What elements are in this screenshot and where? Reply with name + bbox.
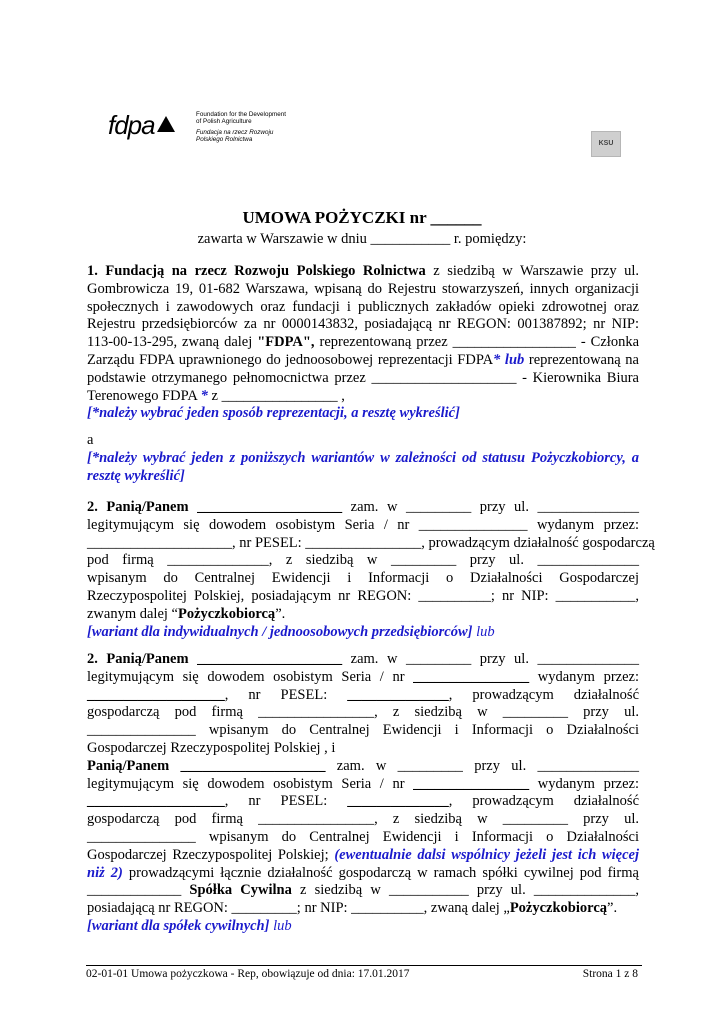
option-marker: * lub (493, 351, 525, 368)
text-span: Zarządu FDPA uprawnionego do jednoosobowej reprezentacji FDPA (87, 351, 494, 368)
text-line: pod firmą ______________, z siedzibą w _________ przy ul. ______________ (87, 552, 639, 569)
variant-label: [wariant dla spółek cywilnych] (87, 917, 270, 934)
text-line (87, 793, 639, 811)
text-line (87, 499, 639, 517)
text-line (87, 882, 639, 900)
text-span: zam. w _________ przy ul. ______________ (342, 499, 640, 515)
borrower-term: Pożyczkobiorcą (178, 605, 276, 622)
borrower-label: Panią/Panem ____________________ (87, 757, 326, 774)
text-line: [*należy wybrać jeden z poniższych wariantów w zależności od statusu Pożyczkobiorcy, a (87, 450, 639, 466)
text-span: prowadzącymi łącznie działalność gospodarczą w ramach spółki cywilnej pod firmą (122, 864, 639, 881)
text-span: z siedzibą w ___________ przy ul. ______________, (291, 882, 639, 899)
logo-text: fdpa (108, 110, 155, 140)
variant-label: [wariant dla indywidualnych / jednoosobowych przedsiębiorców] (87, 623, 473, 640)
representation-note: [*należy wybrać jeden sposób reprezentacji, a resztę wykreślić] (87, 405, 460, 422)
text-line: Rejestru przedsiębiorców za nr 0000143832, posiadającą nr REGON: 001387892; nr NIP: (87, 316, 639, 333)
text-line: resztę wykreślić] (87, 467, 185, 484)
logo-triangle-icon (157, 116, 175, 132)
text-line: a (87, 432, 94, 448)
text-span: ”. (275, 605, 286, 622)
text-line (87, 651, 639, 669)
section-borrower-partnership (87, 651, 639, 936)
text-span: z siedzibą w Warszawie przy ul. (425, 263, 639, 279)
text-span: , nr PESEL: (224, 793, 348, 810)
fdpa-logo (108, 108, 308, 148)
ksu-badge: KSU (591, 131, 621, 157)
optional-partners-note: niż 2) (87, 864, 123, 881)
variants-note (87, 450, 639, 486)
footer-page-number: Strona 1 z 8 (582, 968, 638, 980)
blank-field: ________________ (413, 775, 530, 792)
text-line: ____________________, nr PESEL: ________________, prowadzącym działalność gospodarczą (87, 534, 655, 551)
text-span: wydanym przez: (529, 668, 639, 685)
footer-document-id: 02-01-01 Umowa pożyczkowa - Rep, obowiązuje od dnia: 17.01.2017 (86, 968, 410, 980)
text-span: _____________ (87, 882, 190, 899)
text-line (87, 388, 639, 406)
text-span: Gospodarczej Rzeczypospolitej Polskiej; (87, 846, 335, 863)
text-line (87, 758, 639, 776)
blank-field: ______________ (347, 686, 449, 703)
text-span: zwanym dalej “ (87, 605, 178, 622)
text-line (87, 900, 639, 918)
text-line: gospodarczą pod firmą ________________, z siedzibą w _________ przy ul. (87, 704, 639, 721)
text-span: , nr PESEL: (224, 686, 348, 703)
document-subtitle: zawarta w Warszawie w dniu ___________ r. pomiędzy: (197, 231, 527, 247)
text-span: reprezentowaną na (524, 351, 639, 368)
text-span: legitymującym się dowodem osobistym Seria / nr (87, 775, 414, 792)
lender-name: 1. Fundacją na rzecz Rozwoju Polskiego Rolnictwa (87, 263, 426, 279)
text-line: legitymującym się dowodem osobistym Seria / nr _______________ wydanym przez: (87, 516, 639, 533)
logo-pl-line: Polskiego Rolnictwa (196, 136, 253, 143)
text-span: legitymującym się dowodem osobistym Seria / nr (87, 668, 414, 685)
text-line: Rzeczypospolitej Polskiej, posiadającym nr REGON: __________; nr NIP: ___________, (87, 587, 639, 604)
text-line (87, 687, 639, 705)
text-line (87, 669, 639, 687)
text-line (87, 865, 639, 883)
text-span: ”. (607, 900, 618, 917)
document-title: UMOWA POŻYCZKI nr ______ (242, 208, 482, 227)
variant-note (87, 918, 639, 936)
partnership-label: Spółka Cywilna (189, 882, 292, 899)
text-line (87, 352, 639, 370)
text-line: _______________ wpisanym do Centralnej Ewidencji i Informacji o Działalności (87, 828, 639, 845)
text-span: reprezentowaną przez _________________ - Członka (314, 334, 640, 351)
logo-mark (108, 110, 175, 141)
text-span: , prowadzącym działalność (448, 793, 640, 810)
footer-divider (86, 965, 642, 966)
text-span: zam. w _________ przy ul. ______________ (325, 757, 639, 774)
text-line (87, 847, 639, 865)
text-span: wydanym przez: (529, 775, 639, 792)
section-lender (87, 263, 639, 423)
text-line: Gospodarczej Rzeczypospolitej Polskiej , i (87, 739, 336, 756)
text-line: _______________ wpisanym do Centralnej Ewidencji i Informacji o Działalności (87, 722, 639, 739)
blank-field: ________________ (413, 668, 530, 685)
conjunction-and (87, 432, 639, 450)
text-line: wpisanym do Centralnej Ewidencji i Informacji o Działalności Gospodarczej (87, 570, 639, 587)
text-span: z ________________ , (207, 387, 345, 404)
text-line: podstawie otrzymanego pełnomocnictwa przez ____________________ - Kierownika Biura (87, 369, 639, 386)
logo-en-line: of Polish Agriculture (196, 118, 252, 125)
blank-field: ___________________ (87, 793, 225, 810)
option-marker: * (200, 387, 208, 404)
text-line (87, 263, 639, 281)
variant-note (87, 624, 639, 642)
text-span: Terenowego FDPA (87, 387, 201, 404)
logo-pl-line: Fundacja na rzecz Rozwoju (196, 129, 274, 136)
text-line: gospodarczą pod firmą ________________, z siedzibą w _________ przy ul. (87, 811, 639, 828)
text-span: 113-00-13-295, zwaną dalej (87, 334, 258, 351)
logo-en-line: Foundation for the Development (196, 111, 286, 118)
text-line: Gombrowicza 19, 01-682 Warszawa, wpisaną do Rejestru stowarzyszeń, innych organizacji (87, 280, 639, 297)
text-line (87, 334, 639, 352)
blank-field: ___________________ (87, 686, 225, 703)
text-span: zam. w _________ przy ul. ______________ (342, 651, 640, 667)
text-span: posiadającą nr REGON: _________; nr NIP: __________, zwaną dalej „ (87, 900, 510, 917)
logo-english-name (196, 111, 286, 125)
variant-or: lub (269, 917, 292, 934)
variant-or: lub (472, 623, 495, 640)
section-borrower-individual (87, 499, 655, 641)
fdpa-label: "FDPA", (257, 334, 315, 351)
logo-polish-name (196, 129, 273, 143)
borrower-term: Pożyczkobiorcą (509, 900, 608, 917)
text-line (87, 606, 639, 624)
text-span: , prowadzącym działalność (448, 686, 640, 703)
text-line (87, 776, 639, 794)
blank-field: ______________ (347, 793, 449, 810)
borrower-label: 2. Panią/Panem ____________________ (87, 651, 343, 667)
optional-partners-note: (ewentualnie dalsi wspólnicy jeżeli jest ich więcej (334, 846, 639, 863)
text-line: społecznych i zawodowych oraz fundacji i publicznych zakładów opieki zdrowotnej oraz (87, 298, 639, 315)
borrower-label: 2. Panią/Panem ____________________ (87, 499, 343, 515)
